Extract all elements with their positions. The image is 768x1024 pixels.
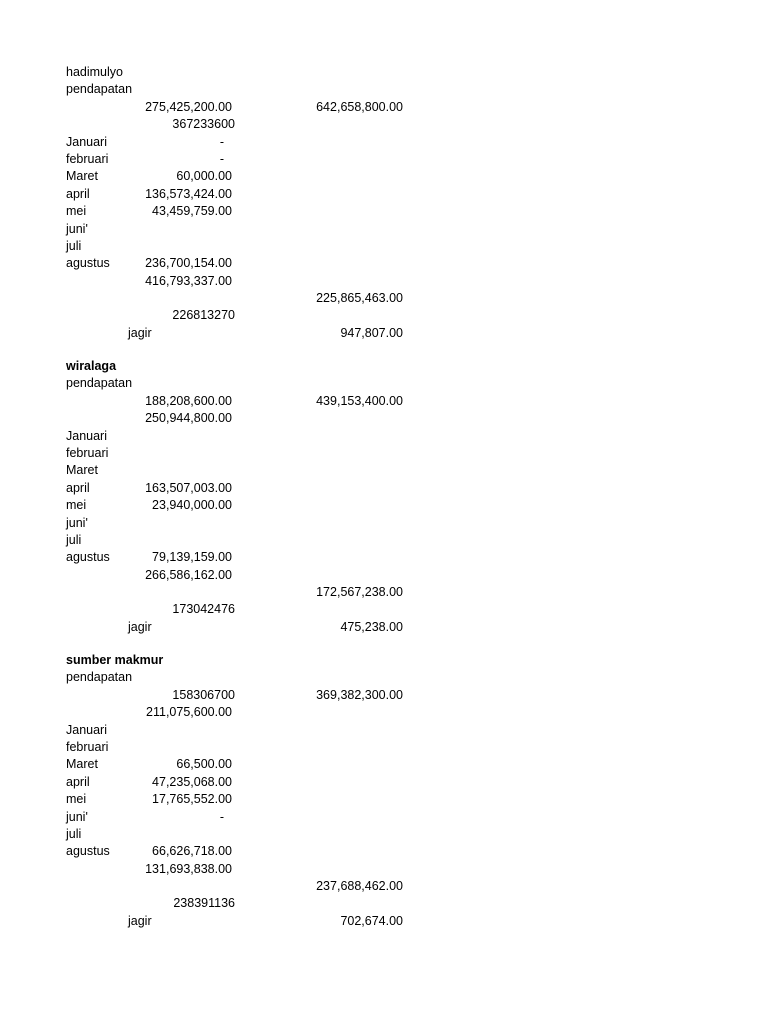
income-value-e: 642,658,800.00: [316, 99, 403, 114]
calc-row: [0, 307, 768, 324]
income-label: pendapatan: [66, 670, 133, 685]
section-wiralaga: [0, 358, 768, 636]
month-label: april: [66, 480, 90, 495]
month-label: februari: [66, 739, 109, 754]
income-value-b2: 367233600: [172, 117, 235, 132]
month-value: 60,000.00: [176, 169, 232, 184]
month-label: mei: [66, 792, 87, 807]
month-row: [0, 739, 768, 756]
section-hadimulyo: [0, 64, 768, 342]
month-value: 43,459,759.00: [152, 204, 232, 219]
month-row: [0, 134, 768, 151]
month-row: [0, 168, 768, 185]
section-title: sumber makmur: [66, 653, 164, 667]
income-value-e: 369,382,300.00: [316, 687, 403, 702]
result-value: 172,567,238.00: [316, 585, 403, 600]
income-label: pendapatan: [66, 82, 133, 97]
calc-value: 238391136: [173, 896, 235, 911]
month-label: Januari: [66, 134, 107, 149]
calc-row: [0, 601, 768, 618]
month-row: [0, 462, 768, 479]
jagir-row: [0, 325, 768, 342]
month-label: Januari: [66, 428, 107, 443]
month-label: agustus: [66, 550, 110, 565]
result-value: 225,865,463.00: [316, 291, 403, 306]
section-title: wiralaga: [66, 359, 117, 373]
section-title: hadimulyo: [66, 65, 123, 79]
total-row: [0, 273, 768, 290]
month-label: juli: [66, 238, 82, 253]
jagir-row: [0, 619, 768, 636]
month-row: [0, 186, 768, 203]
month-label: juni': [66, 809, 88, 824]
month-label: juli: [66, 532, 82, 547]
month-row: [0, 203, 768, 220]
calc-row: [0, 895, 768, 912]
month-label: februari: [66, 445, 109, 460]
month-label: agustus: [66, 256, 110, 271]
month-row: [0, 532, 768, 549]
month-value: 66,500.00: [176, 757, 232, 772]
section-sumber-makmur: [0, 652, 768, 930]
month-row: [0, 843, 768, 860]
month-row: [0, 809, 768, 826]
jagir-value: 702,674.00: [340, 913, 403, 928]
month-label: Maret: [66, 169, 98, 184]
month-label: Januari: [66, 722, 107, 737]
month-label: mei: [66, 498, 87, 513]
total-value: 416,793,337.00: [145, 273, 232, 288]
income-value-b2: 250,944,800.00: [145, 411, 232, 426]
result-value: 237,688,462.00: [316, 879, 403, 894]
income-value-b2: 211,075,600.00: [146, 705, 232, 720]
income-values-row: [0, 687, 768, 704]
section-title-row: [0, 64, 768, 81]
month-label: Maret: [66, 463, 98, 478]
month-label: juni': [66, 515, 88, 530]
month-row: [0, 515, 768, 532]
total-value: 266,586,162.00: [145, 567, 232, 582]
month-row: [0, 549, 768, 566]
month-row: [0, 255, 768, 272]
total-value: 131,693,838.00: [145, 861, 232, 876]
month-row: [0, 791, 768, 808]
month-label: Maret: [66, 757, 98, 772]
month-row: [0, 428, 768, 445]
income-value-b: 188,208,600.00: [145, 393, 232, 408]
month-value: 79,139,159.00: [152, 550, 232, 565]
month-value: -: [219, 151, 224, 166]
month-row: [0, 774, 768, 791]
total-row: [0, 567, 768, 584]
month-label: juni': [66, 221, 88, 236]
result-row: [0, 290, 768, 307]
income-secondary-row: [0, 116, 768, 133]
income-label-row: [0, 669, 768, 686]
income-values-row: [0, 393, 768, 410]
section-title-row: [0, 652, 768, 669]
month-value: 66,626,718.00: [152, 844, 232, 859]
month-row: [0, 826, 768, 843]
month-row: [0, 238, 768, 255]
income-values-row: [0, 99, 768, 116]
jagir-label: jagir: [128, 619, 152, 634]
month-row: [0, 221, 768, 238]
month-value: 47,235,068.00: [152, 774, 232, 789]
total-row: [0, 861, 768, 878]
jagir-value: 475,238.00: [340, 619, 403, 634]
month-label: april: [66, 774, 90, 789]
month-row: [0, 480, 768, 497]
income-value-b: 158306700: [172, 687, 235, 702]
month-value: 17,765,552.00: [152, 792, 232, 807]
month-row: [0, 722, 768, 739]
result-row: [0, 878, 768, 895]
month-value: 163,507,003.00: [145, 480, 232, 495]
income-value-b: 275,425,200.00: [145, 99, 232, 114]
section-title-row: [0, 358, 768, 375]
month-row: [0, 445, 768, 462]
income-secondary-row: [0, 410, 768, 427]
income-value-e: 439,153,400.00: [316, 393, 403, 408]
income-label-row: [0, 81, 768, 98]
result-row: [0, 584, 768, 601]
month-value: 236,700,154.00: [145, 256, 232, 271]
income-label: pendapatan: [66, 376, 133, 391]
income-secondary-row: [0, 704, 768, 721]
month-row: [0, 497, 768, 514]
month-label: februari: [66, 151, 109, 166]
month-value: 136,573,424.00: [145, 186, 232, 201]
jagir-label: jagir: [128, 325, 152, 340]
jagir-row: [0, 913, 768, 930]
month-label: april: [66, 186, 90, 201]
month-value: -: [219, 809, 224, 824]
month-value: -: [219, 134, 224, 149]
month-label: agustus: [66, 844, 110, 859]
jagir-label: jagir: [128, 913, 152, 928]
month-label: juli: [66, 826, 82, 841]
calc-value: 226813270: [172, 308, 235, 323]
calc-value: 173042476: [172, 602, 235, 617]
month-row: [0, 756, 768, 773]
month-label: mei: [66, 204, 87, 219]
month-row: [0, 151, 768, 168]
jagir-value: 947,807.00: [340, 325, 403, 340]
income-label-row: [0, 375, 768, 392]
month-value: 23,940,000.00: [152, 498, 232, 513]
